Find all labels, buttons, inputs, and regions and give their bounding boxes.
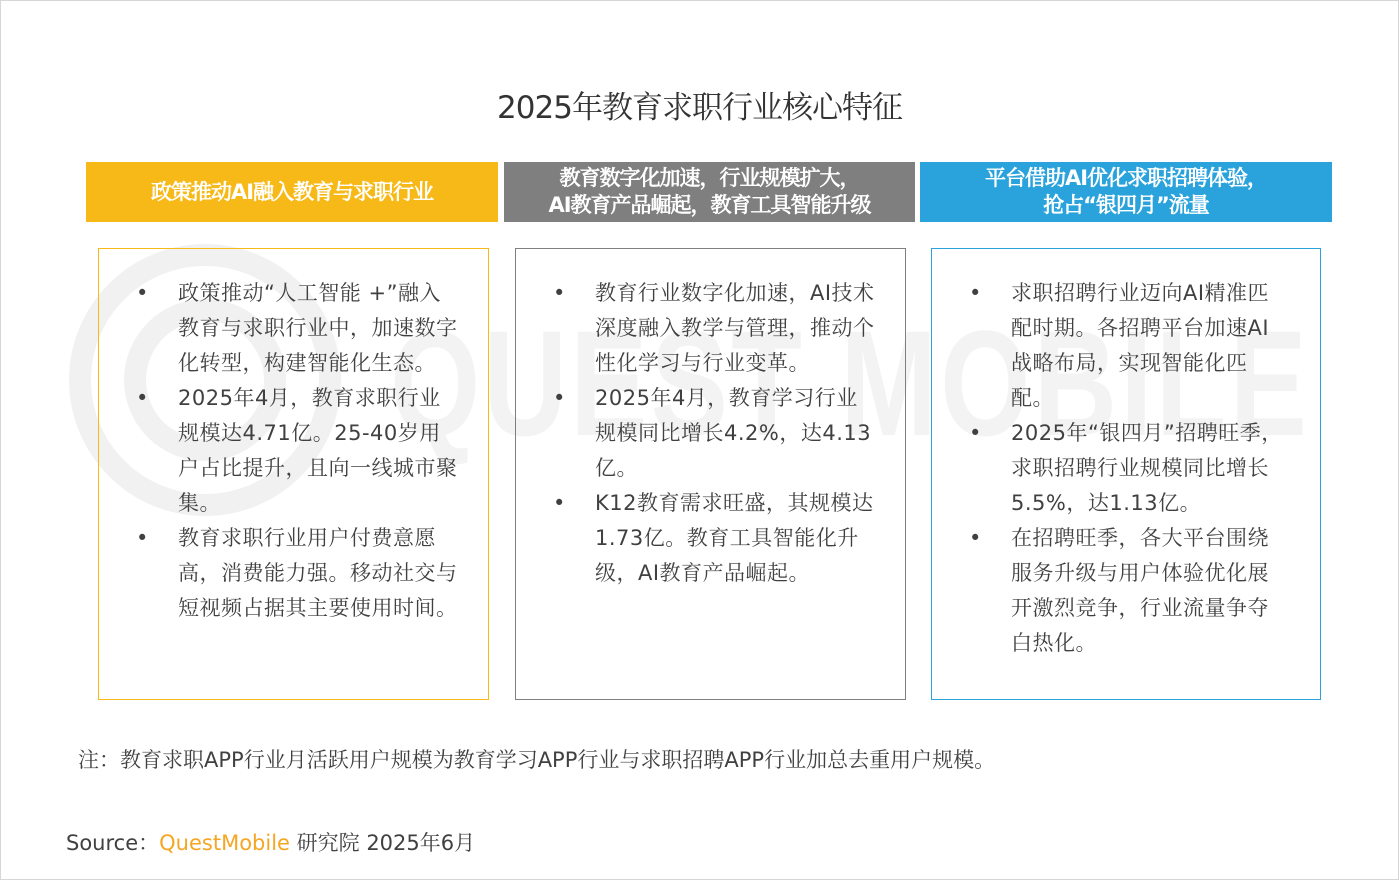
watermark-text: QUEST MOBILE xyxy=(390,299,1310,467)
column-header-recruit-line2: 抢占“银四月”流量 xyxy=(1043,193,1209,217)
page-title: 2025年教育求职行业核心特征 xyxy=(497,90,902,126)
column-header-recruit xyxy=(920,162,1332,222)
bullet-list xyxy=(99,249,488,626)
column-box-recruit xyxy=(931,248,1321,700)
source-line xyxy=(66,827,475,857)
list-item: • 在招聘旺季，各大平台围绕服务升级与用户体验优化展开激烈竞争，行业流量争夺白热化。 xyxy=(1011,521,1290,661)
list-item: • 2025年“银四月”招聘旺季，求职招聘行业规模同比增长5.5%，达1.13亿。 xyxy=(1011,416,1290,521)
column-box-policy xyxy=(98,248,489,700)
source-rest: 研究院 2025年6月 xyxy=(289,831,476,855)
list-item: • K12教育需求旺盛，其规模达1.73亿。教育工具智能化升级，AI教育产品崛起。 xyxy=(595,486,875,591)
column-header-policy xyxy=(86,162,498,222)
list-item: • 2025年4月，教育学习行业规模同比增长4.2%，达4.13亿。 xyxy=(595,381,875,486)
list-item: • 政策推动“人工智能 +”融入教育与求职行业中，加速数字化转型，构建智能化生态。 xyxy=(178,276,458,381)
source-brand: QuestMobile xyxy=(159,831,290,855)
column-box-digital xyxy=(515,248,906,700)
list-item: • 教育行业数字化加速，AI技术深度融入教学与管理，推动个性化学习与行业变革。 xyxy=(595,276,875,381)
list-item: • 2025年4月，教育求职行业规模达4.71亿。25-40岁用户占比提升，且向一线城市聚集。 xyxy=(178,381,458,521)
column-header-digital xyxy=(504,162,915,222)
list-item: • 求职招聘行业迈向AI精准匹配时期。各招聘平台加速AI战略布局，实现智能化匹配。 xyxy=(1011,276,1290,416)
bullet-list xyxy=(932,249,1320,661)
column-header-digital-line1: 教育数字化加速，行业规模扩大， xyxy=(559,166,860,190)
column-header-digital-line2: AI教育产品崛起，教育工具智能升级 xyxy=(548,193,871,217)
source-label: Source： xyxy=(66,831,160,855)
footnote: 注：教育求职APP行业月活跃用户规模为教育学习APP行业与求职招聘APP行业加总去重用户规模。 xyxy=(78,748,996,772)
column-header-policy-text: 政策推动AI融入教育与求职行业 xyxy=(150,179,434,204)
bullet-list xyxy=(516,249,905,591)
column-header-recruit-line1: 平台借助AI优化求职招聘体验， xyxy=(984,166,1268,190)
list-item: • 教育求职行业用户付费意愿高，消费能力强。移动社交与短视频占据其主要使用时间。 xyxy=(178,521,458,626)
